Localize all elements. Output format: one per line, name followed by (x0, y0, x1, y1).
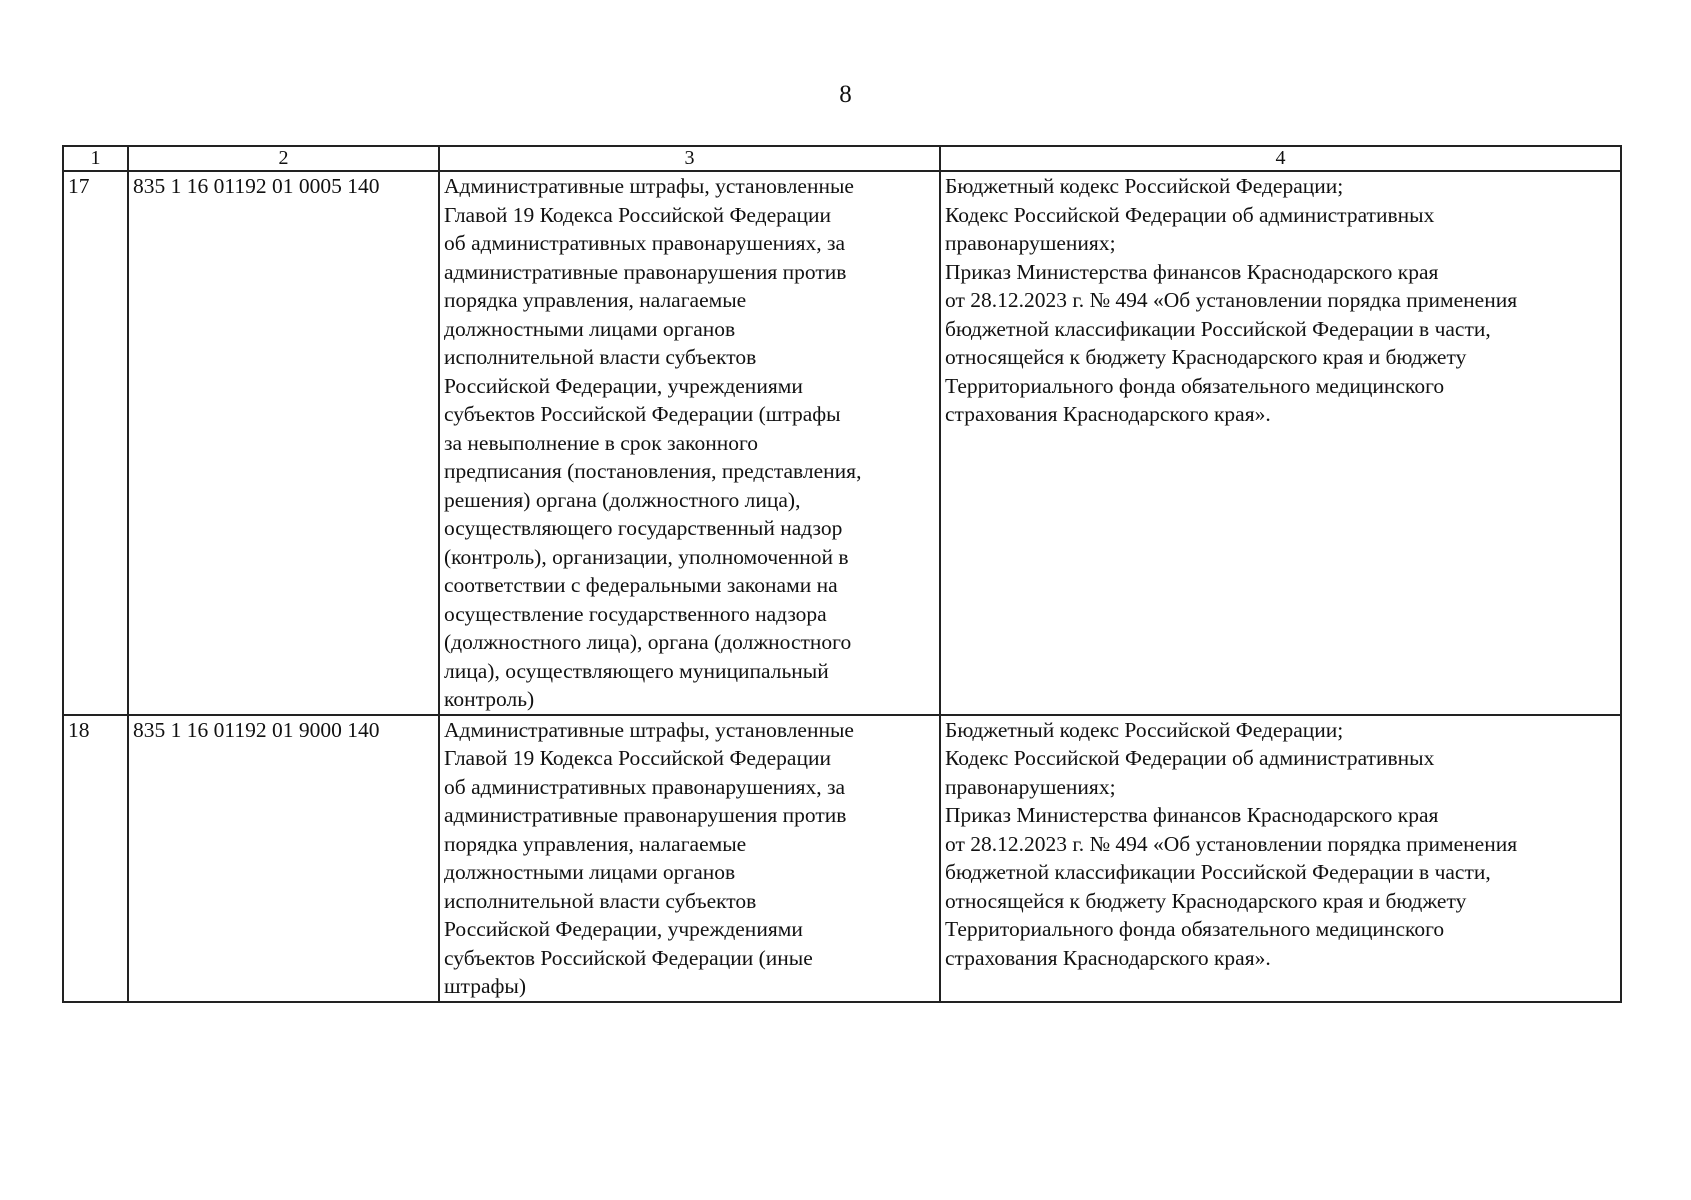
description-line: решения) органа (должностного лица), (444, 487, 801, 512)
description-line: субъектов Российской Федерации (штрафы (444, 402, 841, 426)
description-line: об административных правонарушениях, за (444, 231, 846, 255)
header-col-2: 2 (128, 146, 439, 171)
description-line: Главой 19 Кодекса Российской Федерации (444, 746, 831, 770)
basis-line: бюджетной классификации Российской Федерации в части, (945, 316, 1491, 341)
income-description (439, 171, 940, 715)
description-line: порядка управления, налагаемые (444, 831, 747, 856)
table-row (63, 715, 1621, 1002)
basis-line: Приказ Министерства финансов Краснодарского края (945, 803, 1439, 827)
description-line: Главой 19 Кодекса Российской Федерации (444, 202, 831, 227)
description-line: соответствии с федеральными законами на (444, 573, 838, 597)
description-line: должностными лицами органов (444, 860, 736, 884)
description-line: субъектов Российской Федерации (иные (444, 945, 813, 970)
kbk-table (62, 145, 1622, 1003)
description-line: (должностного лица), органа (должностного (444, 630, 852, 654)
table-row (63, 171, 1621, 715)
basis-line: Приказ Министерства финансов Краснодарского края (945, 259, 1439, 284)
basis-line: относящейся к бюджету Краснодарского края и бюджету (945, 345, 1467, 369)
basis-line: относящейся к бюджету Краснодарского края и бюджету (945, 888, 1467, 913)
basis-line: Кодекс Российской Федерации об административных (945, 746, 1435, 770)
description-line: порядка управления, налагаемые (444, 288, 747, 312)
description-line: об административных правонарушениях, за (444, 774, 846, 799)
basis-line: Территориального фонда обязательного медицинского (945, 917, 1445, 941)
page-number: 8 (839, 81, 852, 108)
description-line: Российской Федерации, учреждениями (444, 373, 803, 398)
header-col-3: 3 (439, 146, 940, 171)
basis-line: Территориального фонда обязательного медицинского (945, 373, 1445, 398)
basis-line: от 28.12.2023 г. № 494 «Об установлении порядка применения (945, 288, 1518, 312)
description-line: осуществление государственного надзора (444, 601, 827, 626)
legal-basis (940, 715, 1621, 1002)
description-line: исполнительной власти субъектов (444, 888, 757, 913)
budget-code: 835 1 16 01192 01 0005 140 (128, 171, 439, 715)
basis-line: правонарушениях; (945, 231, 1116, 255)
description-line: предписания (постановления, представления, (444, 459, 862, 483)
description-line: осуществляющего государственный надзор (444, 516, 843, 540)
table-body (63, 171, 1621, 1002)
description-line: лица), осуществляющего муниципальный (444, 658, 829, 683)
basis-line: от 28.12.2023 г. № 494 «Об установлении порядка применения (945, 831, 1518, 856)
description-line: должностными лицами органов (444, 316, 736, 341)
basis-line: страхования Краснодарского края». (945, 402, 1271, 426)
budget-code: 835 1 16 01192 01 9000 140 (128, 715, 439, 1002)
description-line: (контроль), организации, уполномоченной в (444, 544, 849, 569)
row-number: 17 (63, 171, 128, 715)
description-line: Административные штрафы, установленные (444, 717, 854, 742)
header-col-4: 4 (940, 146, 1621, 171)
income-description (439, 715, 940, 1002)
description-line: контроль) (444, 687, 535, 711)
description-line: Административные штрафы, установленные (444, 174, 854, 198)
row-number: 18 (63, 715, 128, 1002)
basis-line: Кодекс Российской Федерации об административных (945, 202, 1435, 227)
description-line: административные правонарушения против (444, 803, 847, 827)
legal-basis (940, 171, 1621, 715)
description-line: Российской Федерации, учреждениями (444, 917, 803, 941)
basis-line: бюджетной классификации Российской Федерации в части, (945, 860, 1491, 884)
header-col-1: 1 (63, 146, 128, 171)
description-line: административные правонарушения против (444, 259, 847, 284)
basis-line: правонарушениях; (945, 774, 1116, 799)
basis-line: страхования Краснодарского края». (945, 945, 1271, 970)
description-line: исполнительной власти субъектов (444, 345, 757, 369)
description-line: штрафы) (444, 974, 527, 998)
header-row (63, 146, 1621, 171)
description-line: за невыполнение в срок законного (444, 430, 759, 455)
basis-line: Бюджетный кодекс Российской Федерации; (945, 717, 1344, 742)
basis-line: Бюджетный кодекс Российской Федерации; (945, 174, 1344, 198)
